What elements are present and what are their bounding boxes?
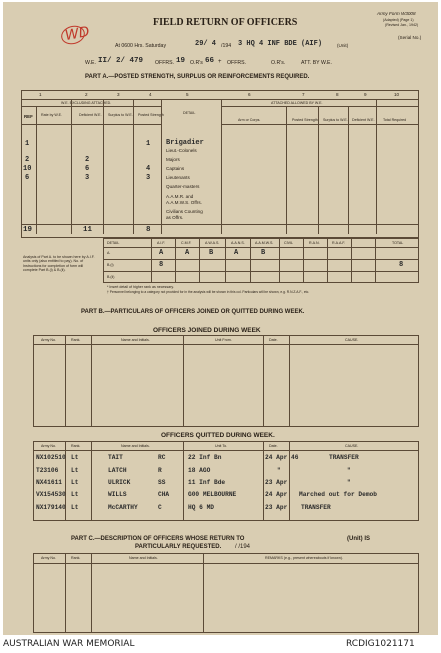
ors2-label: O.R's.	[271, 60, 286, 66]
ref-label: REF	[24, 114, 33, 119]
analysis-civil-header: CIVIL	[284, 241, 293, 245]
quitted-row-5-rank: Lt	[71, 504, 79, 511]
joined-header-date: Date.	[269, 338, 278, 342]
quitted-row-3-init: SS	[158, 479, 166, 486]
attached-allowed-label: ATTACHED ALLOWED BY W.E.	[271, 101, 323, 105]
header-deficient2: Deficient W.E.	[352, 118, 375, 122]
quitted-row-3-rank: Lt	[71, 479, 79, 486]
detail-brigadier: Brigadier	[166, 139, 204, 147]
detail-aamr: A.A.M.R. and	[166, 194, 194, 199]
analysis-detail-header: DETAIL	[107, 241, 120, 245]
quitted-header-name: Name and Initials.	[121, 444, 150, 448]
quitted-row-1-unit: 22 Inf Bn	[188, 454, 222, 461]
quitted-row-4-date: 24 Apr	[265, 491, 288, 498]
header-deficient: Deficient W.E.	[79, 113, 102, 117]
col-num-2: 2	[85, 92, 88, 97]
analysis-cmf-header: C.M.F.	[181, 241, 192, 245]
quitted-row-3-unit: 11 Inf Bde	[188, 479, 226, 486]
analysis-bi-aif: 8	[159, 261, 164, 269]
analysis-a-aamws: B	[261, 249, 266, 257]
col-num-8: 8	[336, 92, 339, 97]
quitted-row-5-init: C	[158, 504, 162, 511]
detail-aamws: A.A.M.W.S. Offrs.	[166, 200, 202, 205]
quitted-row-4-unit: G00 MELBOURNE	[188, 491, 237, 498]
quitted-row-1-no: NX102510	[36, 454, 66, 461]
col-num-9: 9	[364, 92, 367, 97]
row-4-col4: 4	[146, 165, 151, 173]
quitted-row-2-rank: Lt	[71, 467, 79, 474]
header-surplus2: Surplus to W.E.	[323, 118, 348, 122]
quitted-header-date: Date.	[269, 444, 278, 448]
row-1-col4: 1	[146, 140, 151, 148]
total-col2: 11	[83, 226, 93, 234]
army-form-revised: (Revised Jan., 1942)	[385, 23, 419, 27]
header-detail: DETAIL	[183, 111, 196, 115]
analysis-raaf-header: R.A.A.F.	[332, 241, 346, 245]
offrs-value: 19	[176, 57, 186, 65]
detail-ltcol: Lieut.-Colonels	[166, 148, 197, 153]
quitted-row-1-date: 24 Apr 46	[265, 454, 299, 461]
we-value: II/ 2/ 479	[98, 57, 144, 65]
at-hours-label: At 0600 Hrs. Saturday	[115, 43, 167, 49]
analysis-aamws-header: A.A.M.W.S.	[255, 241, 274, 245]
quitted-row-3-date: 23 Apr	[265, 479, 288, 486]
joined-header-rank: Rank.	[71, 338, 81, 342]
serial-label: (Serial No.)	[398, 35, 422, 40]
header-rate: Rate by W.E.	[41, 113, 62, 117]
row-5-col2: 3	[85, 174, 90, 182]
part-c-unit: (Unit) IS	[347, 536, 370, 542]
row-3-col1: 2	[25, 156, 30, 164]
row-1-col1: 1	[25, 140, 30, 148]
quitted-row-5-no: NX179140	[36, 504, 66, 511]
quitted-row-3-cause: "	[347, 479, 351, 486]
quitted-header-armyno: Army No.	[41, 444, 56, 448]
c-header-rank: Rank.	[71, 556, 81, 560]
detail-majors: Majors	[166, 157, 180, 162]
analysis-bi-total: 8	[399, 261, 404, 269]
part-c-requested: PARTICULARLY REQUESTED.	[135, 544, 222, 550]
header-surplus: Surplus to W.E.	[108, 113, 133, 117]
quitted-row-2-init: R	[158, 467, 162, 474]
unit-label: (Unit)	[337, 43, 349, 48]
detail-captains: Captains	[166, 166, 185, 171]
form-paper	[3, 2, 438, 635]
analysis-total-header: TOTAL	[392, 241, 404, 245]
quitted-row-5-name: McCARTHY	[108, 504, 138, 511]
note-personnel: † Personnel belonging to a category not provided for in the analysis will be shown in this col. Particulars will be shown, e.g. R.N.Z.A.F., etc.	[107, 290, 310, 294]
return-date: 29/ 4	[195, 40, 217, 48]
offrs2-label: OFFRS.	[227, 60, 247, 66]
unit-name: 3 HQ 4 INF BDE (AIF)	[238, 40, 323, 48]
part-c-date: / /194	[235, 544, 251, 550]
offrs-label: OFFRS.	[155, 60, 175, 66]
c-header-remarks: REMARKS (e.g., present whereabouts if known).	[265, 556, 343, 560]
army-form-adapted: (Adapted) (Page 1)	[383, 18, 414, 22]
row-4-col1: 10	[23, 165, 32, 173]
army-form-number: Army Form W3008	[377, 11, 416, 16]
year-prefix: /194	[221, 43, 232, 49]
detail-qm: Quarter-masters	[166, 184, 200, 189]
quitted-header-unit: Unit To.	[215, 444, 228, 448]
analysis-aif-header: A.I.F.	[157, 241, 166, 245]
ors-label: O.R's	[190, 60, 203, 66]
part-a-title: PART A.—POSTED STRENGTH, SURPLUS OR REINFORCEMENTS REQUIRED.	[85, 74, 310, 80]
joined-header-name: Name and Initials.	[121, 338, 150, 342]
quitted-row-2-unit: 18 AGO	[188, 467, 211, 474]
quitted-row-2-no: T23106	[36, 467, 59, 474]
joined-title: OFFICERS JOINED DURING WEEK	[153, 327, 261, 334]
analysis-awas-header: A.W.A.S.	[205, 241, 220, 245]
row-4-col2: 6	[85, 165, 90, 173]
quitted-row-2-date: "	[277, 467, 281, 474]
header-posted2: Posted Strength.	[292, 118, 319, 122]
we-label: W.E.	[85, 60, 96, 66]
quitted-row-1-rank: Lt	[71, 454, 79, 461]
row-5-col4: 3	[146, 174, 151, 182]
analysis-aans-header: A.A.N.S.	[231, 241, 245, 245]
detail-lieutenants: Lieutenants	[166, 175, 190, 180]
quitted-row-3-no: NX41611	[36, 479, 62, 486]
quitted-row-5-cause: TRANSFER	[301, 504, 331, 511]
col-num-1: 1	[39, 92, 42, 97]
joined-header-unit: Unit From.	[215, 338, 232, 342]
plus-sign: +	[218, 59, 222, 65]
col-num-5: 5	[186, 92, 189, 97]
quitted-row-1-cause: TRANSFER	[329, 454, 359, 461]
quitted-row-5-unit: HQ 6 MD	[188, 504, 214, 511]
footer-id: RCDIG1021171	[346, 639, 415, 649]
form-title: FIELD RETURN OF OFFICERS	[153, 17, 298, 28]
analysis-row-bii: B.(ii)	[107, 275, 115, 279]
att-label: ATT. BY W.E.	[301, 60, 332, 66]
row-5-col1: 6	[25, 174, 30, 182]
analysis-ran-header: R.A.N.	[309, 241, 320, 245]
quitted-header-cause: CAUSE.	[345, 444, 359, 448]
we-excl-label: W.E. EXCLUDING ATTACHED.	[61, 101, 112, 105]
joined-header-armyno: Army No.	[41, 338, 56, 342]
analysis-row-bi: B.(i)	[107, 263, 114, 267]
total-col4: 8	[146, 226, 151, 234]
col-num-4: 4	[149, 92, 152, 97]
quitted-row-4-rank: Lt	[71, 491, 79, 498]
quitted-header-rank: Rank.	[71, 444, 81, 448]
footer-bar	[0, 637, 441, 653]
analysis-a-cmf: A	[185, 249, 190, 257]
header-total: Total Required	[383, 118, 407, 122]
col-num-3: 3	[117, 92, 120, 97]
c-header-armyno: Army No.	[41, 556, 56, 560]
detail-civilians: Civilians Counting	[166, 209, 203, 214]
part-c-title: PART C.—DESCRIPTION OF OFFICERS WHOSE RETURN TO	[71, 536, 245, 542]
total-col1: 19	[23, 226, 33, 234]
quitted-title: OFFICERS QUITTED DURING WEEK.	[161, 432, 275, 439]
analysis-a-aif: A	[159, 249, 164, 257]
quitted-row-1-init: RC	[158, 454, 166, 461]
c-header-name: Name and Initials.	[129, 556, 158, 560]
note-rank: * Insert detail of higher rank as necessary.	[107, 285, 174, 289]
handwritten-mark: WD	[63, 23, 91, 45]
quitted-row-3-name: ULRICK	[108, 479, 131, 486]
quitted-row-5-date: 23 Apr	[265, 504, 288, 511]
col-num-10: 10	[394, 92, 400, 97]
quitted-row-4-name: WILLS	[108, 491, 127, 498]
quitted-row-4-cause: Marched out for Demob	[299, 491, 377, 498]
col-num-6: 6	[248, 92, 251, 97]
part-b-title: PART B.—PARTICULARS OF OFFICERS JOINED OR QUITTED DURING WEEK.	[81, 309, 305, 315]
quitted-row-4-init: CHA	[158, 491, 170, 498]
header-arm: Arm or Corps.	[238, 118, 261, 122]
joined-header-cause: CAUSE.	[345, 338, 359, 342]
ors-value: 66	[205, 57, 215, 65]
analysis-a-aans: A	[234, 249, 239, 257]
analysis-row-a: A.	[107, 251, 111, 255]
footer-source: AUSTRALIAN WAR MEMORIAL	[3, 639, 135, 649]
quitted-row-2-cause: "	[347, 467, 351, 474]
row-3-col2: 2	[85, 156, 90, 164]
analysis-a-awas: B	[209, 249, 214, 257]
detail-as-offrs: as Offrs.	[166, 215, 184, 220]
analysis-note: Analysis of Part A. to be shown here by A.I.F. units only (also entitled to pay). No. of Instructions for completion of form will complete Part B.(i) & B.(ii).	[23, 255, 95, 273]
header-posted: Posted Strength	[138, 113, 164, 117]
quitted-row-4-no: VX154530	[36, 491, 66, 498]
quitted-row-1-name: TAIT	[108, 454, 123, 461]
quitted-row-2-name: LATCH	[108, 467, 127, 474]
col-num-7: 7	[302, 92, 305, 97]
